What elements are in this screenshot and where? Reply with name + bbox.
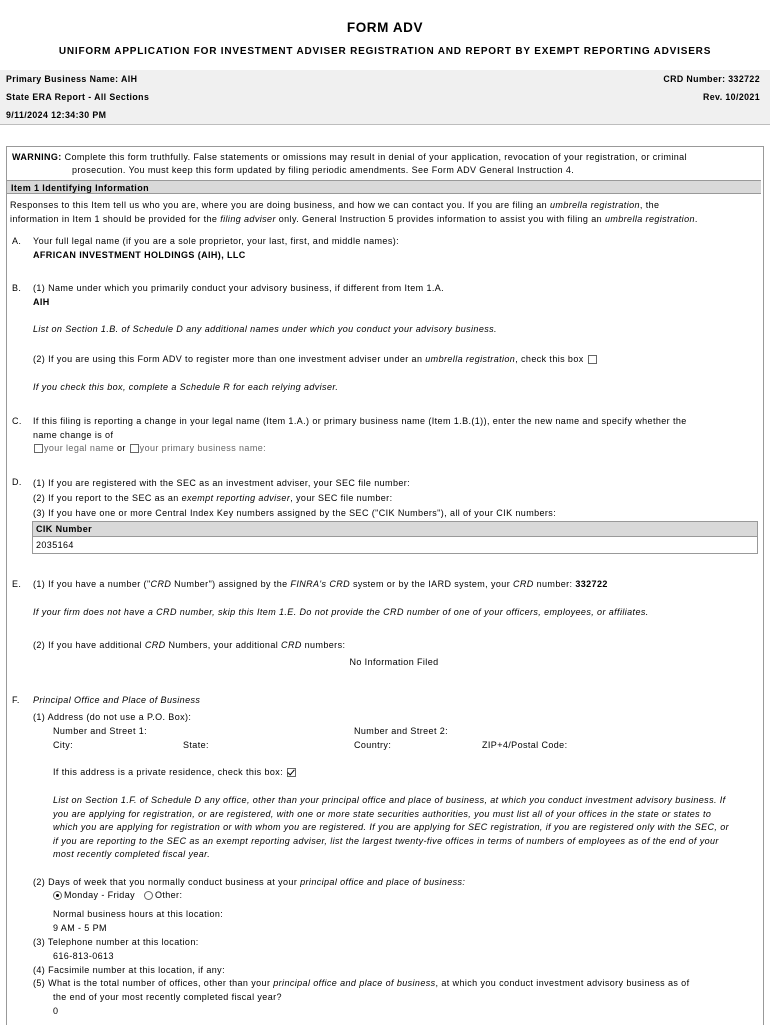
- additional-crd-question: [33, 639, 345, 653]
- question-text: (2) If you are using this Form ADV to register more than one investment adviser under an: [33, 354, 423, 364]
- era-file-question: [33, 491, 755, 506]
- phone-question: (3) Telephone number at this location:: [33, 937, 199, 947]
- form-subtitle: UNIFORM APPLICATION FOR INVESTMENT ADVISER REGISTRATION AND REPORT BY EXEMPT REPORTING ADVISERS: [58, 46, 712, 57]
- legal-name-option: your legal name: [44, 443, 115, 453]
- crd-note: [33, 606, 649, 620]
- monday-friday-radio[interactable]: [53, 891, 62, 900]
- note-text: List on Section 1.F. of Schedule D any office, other than your principal office and place of business, at which you conduct investment advisory business. If: [53, 795, 726, 805]
- street2-label: Number and Street 2:: [354, 726, 449, 736]
- name-change-question: If this filing is reporting a change in your legal name (Item 1.A.) or primary business name (Item 1.B.(1)), enter the new name and specify whether the: [33, 416, 687, 426]
- intro-term: umbrella registration: [549, 200, 640, 210]
- section-letter-c: C.: [12, 416, 22, 426]
- section-letter-b: B.: [12, 283, 22, 293]
- country-label: Country:: [354, 740, 392, 750]
- schedule-r-note: [33, 381, 338, 395]
- section-letter-a: A.: [12, 236, 22, 246]
- city-label: City:: [53, 740, 73, 750]
- meta-row-report: [0, 88, 770, 107]
- question-text: Numbers, your additional: [168, 640, 279, 650]
- section-letter-d: D.: [12, 477, 22, 487]
- primary-business-name: Primary Business Name: AIH: [6, 74, 138, 84]
- question-text: (2) If you report to the SEC as an: [33, 493, 179, 503]
- cik-table-header: CIK Number: [33, 522, 757, 537]
- question-text: Number") assigned by the: [174, 579, 288, 589]
- name-change-question-2: name change is of: [33, 429, 114, 440]
- cik-table: [32, 521, 758, 554]
- cik-table-cell: 2035164: [36, 540, 74, 550]
- business-name-question: (1) Name under which you primarily conduct your advisory business, if different from Item 1.A.: [33, 283, 445, 293]
- report-datetime: 9/11/2024 12:34:30 PM: [6, 110, 107, 120]
- intro-text: .: [694, 213, 698, 224]
- note-text: If you check this box, complete a Schedule R for each relying adviser.: [33, 382, 339, 392]
- item1-heading: Item 1 Identifying Information: [7, 180, 761, 194]
- schedule-d-note-b: [33, 323, 497, 337]
- umbrella-question: [33, 353, 598, 367]
- intro-term: umbrella registration: [604, 213, 695, 224]
- days-options: [53, 889, 182, 903]
- phone-value: 616-813-0613: [53, 951, 114, 961]
- name-change-options: [33, 442, 755, 456]
- monday-friday-label: Monday - Friday: [64, 890, 136, 900]
- sec-file-question: (1) If you are registered with the SEC as an investment adviser, your SEC file number:: [33, 478, 411, 488]
- question-term: CRD: [150, 579, 172, 589]
- hours-label: Normal business hours at this location:: [53, 909, 224, 919]
- other-days-radio[interactable]: [144, 891, 153, 900]
- question-text: If this address is a private residence, check this box:: [53, 767, 284, 777]
- offices-value: 0: [53, 1006, 59, 1016]
- private-residence-question: [53, 766, 297, 780]
- intro-text: information in Item 1 should be provided for the: [10, 213, 218, 224]
- question-term: CRD: [281, 640, 302, 650]
- warning-line-1: Complete this form truthfully. False statements or omissions may result in denial of your application, revocation of your registration, or criminal: [64, 152, 687, 162]
- question-text: , at which you conduct investment advisory business as of: [435, 978, 690, 988]
- section-d: [33, 476, 755, 521]
- meta-row-business: [0, 70, 770, 89]
- schedule-d-office-note: [53, 794, 757, 862]
- question-term: principal office and place of business:: [300, 877, 466, 887]
- note-text: List on Section 1.B. of Schedule D any additional names under which you conduct your advisory business.: [33, 324, 497, 334]
- hours-value: 9 AM - 5 PM: [53, 923, 107, 933]
- question-text: (5) What is the total number of offices, other than your: [33, 978, 271, 988]
- warning-block: [12, 151, 752, 177]
- intro-text: Responses to this Item tell us who you are, where you are doing business, and how we can contact you. If you are filing an: [10, 200, 548, 210]
- business-name-checkbox[interactable]: [130, 444, 139, 453]
- umbrella-checkbox[interactable]: [588, 355, 597, 364]
- warning-label: WARNING:: [12, 152, 62, 162]
- question-text: numbers:: [304, 640, 346, 650]
- revision: Rev. 10/2021: [703, 92, 760, 102]
- note-text: you are applying for registration, or are registered, with one or more state securities authorities, you must list all of your offices in the state or states to: [53, 808, 712, 819]
- question-term: FINRA's CRD: [290, 579, 351, 589]
- report-type: State ERA Report - All Sections: [6, 92, 150, 102]
- principal-office-title: [33, 694, 200, 708]
- note-text: If your firm does not have a CRD number, skip this Item 1.E. Do not provide the CRD number of one of your officers, employees, or affiliates.: [33, 607, 649, 617]
- intro-term: filing adviser: [220, 213, 276, 224]
- note-text: which you are applying for registration or with whom you are registered. If you are applying for SEC registration, if you are registered only with the SEC, or: [53, 822, 729, 832]
- cik-question: (3) If you have one or more Central Index Key numbers assigned by the SEC ("CIK Numbers"), all of your CIK numbers:: [33, 508, 557, 518]
- question-text: (1) If you have a number (": [33, 579, 151, 589]
- legal-name-checkbox[interactable]: [34, 444, 43, 453]
- crd-question: [33, 578, 755, 592]
- no-information-filed: No Information Filed: [349, 657, 439, 667]
- intro-text: only. General Instruction 5 provides information to assist you with filing an: [278, 213, 603, 224]
- question-term: exempt reporting adviser: [181, 493, 291, 503]
- intro-text: , the: [639, 200, 660, 210]
- street1-label: Number and Street 1:: [53, 726, 148, 736]
- offices-question-2: the end of your most recently completed fiscal year?: [53, 991, 282, 1002]
- question-text: (2) Days of week that you normally conduct business at your: [33, 877, 298, 887]
- private-residence-checkbox[interactable]: [287, 768, 296, 777]
- fax-question: (4) Facsimile number at this location, if any:: [33, 965, 225, 975]
- item1-intro: [10, 199, 760, 226]
- section-a: [33, 235, 753, 262]
- warning-line-2: prosecution. You must keep this form updated by filing periodic amendments. See Form ADV General Instruction 4.: [72, 165, 575, 175]
- question-term: CRD: [513, 579, 534, 589]
- section-b1: [33, 282, 753, 309]
- question-text: number:: [536, 579, 573, 589]
- question-term: umbrella registration: [425, 354, 516, 364]
- meta-row-datetime: [0, 106, 770, 125]
- days-question: [33, 876, 465, 890]
- section-c: [33, 415, 755, 456]
- question-text: system or by the IARD system, your: [352, 579, 511, 589]
- legal-name-question: Your full legal name (if you are a sole proprietor, your last, first, and middle names):: [33, 236, 400, 246]
- note-text: most recently completed fiscal year.: [53, 849, 211, 859]
- section-title: Principal Office and Place of Business: [33, 695, 201, 705]
- question-text: , check this box: [515, 354, 584, 364]
- address-question: (1) Address (do not use a P.O. Box):: [33, 712, 192, 722]
- other-days-label: Other:: [154, 890, 183, 900]
- form-title: FORM ADV: [346, 20, 424, 35]
- question-text: (2) If you have additional: [33, 640, 142, 650]
- note-text: if you are reporting to the SEC as an exempt reporting adviser, list the largest twenty-five offices in terms of numbers of employees as of the end of your: [53, 835, 719, 846]
- section-letter-f: F.: [12, 695, 20, 705]
- question-text: , your SEC file number:: [290, 493, 393, 503]
- crd-number: CRD Number: 332722: [663, 74, 760, 84]
- business-name-value: AIH: [33, 296, 50, 307]
- question-term: principal office and place of business: [273, 978, 436, 988]
- business-name-option: your primary business name:: [139, 443, 267, 453]
- crd-value: 332722: [575, 579, 608, 589]
- legal-name-value: AFRICAN INVESTMENT HOLDINGS (AIH), LLC: [33, 249, 246, 260]
- offices-question: [33, 977, 755, 1004]
- section-letter-e: E.: [12, 579, 22, 589]
- zip-label: ZIP+4/Postal Code:: [482, 740, 568, 750]
- or-text: or: [116, 443, 126, 453]
- question-term: CRD: [144, 640, 166, 650]
- state-label: State:: [183, 740, 209, 750]
